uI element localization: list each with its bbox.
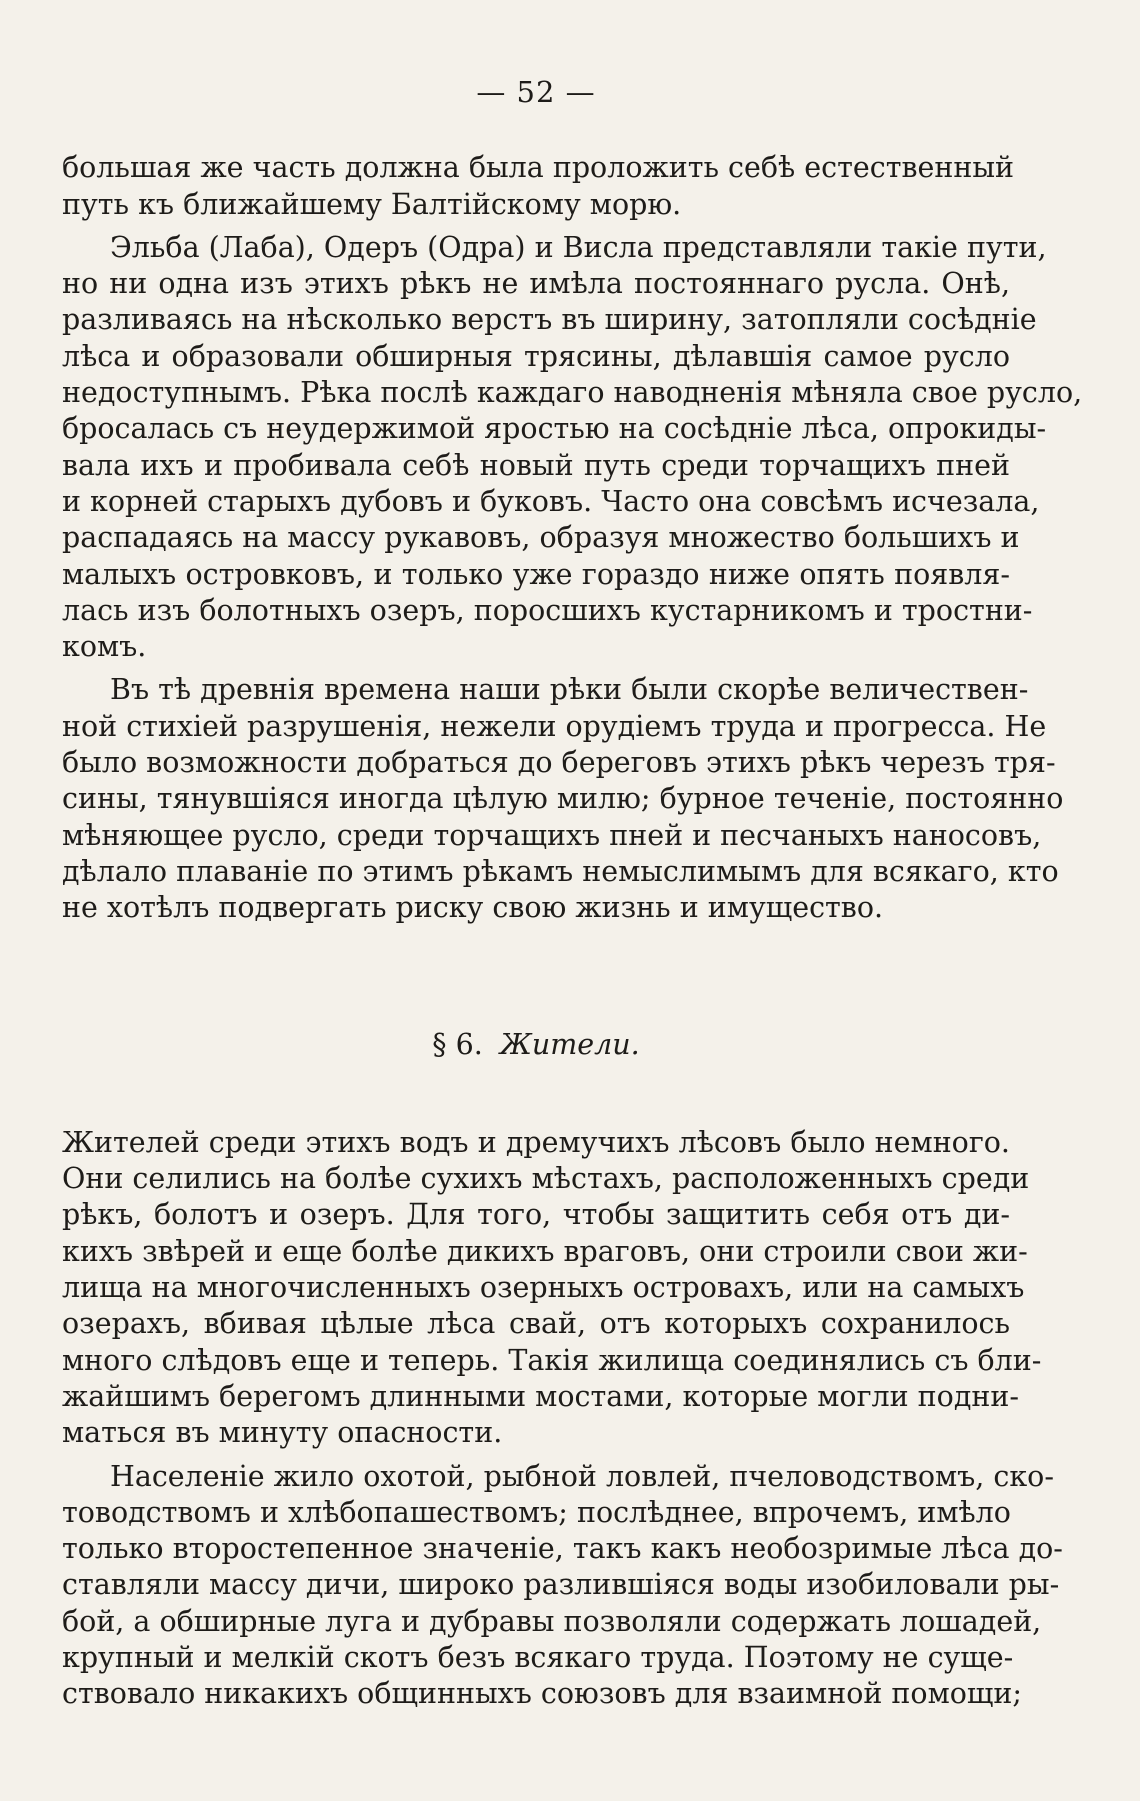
text-line: путь къ ближайшему Балтійскому морю. xyxy=(62,187,682,221)
text-line: комъ. xyxy=(62,630,147,664)
text-line: лась изъ болотныхъ озеръ, поросшихъ кустарникомъ и тростни- xyxy=(62,593,1033,627)
text-line: кихъ звѣрей и еще болѣе дикихъ враговъ, они строили свои жи- xyxy=(62,1234,1028,1268)
body-text-top xyxy=(62,150,1083,926)
text-line: сины, тянувшіяся иногда цѣлую милю; бурное теченіе, постоянно xyxy=(62,782,1064,816)
text-line: но ни одна изъ этихъ рѣкъ не имѣла постояннаго русла. Онѣ, xyxy=(62,267,1010,301)
text-line: товодствомъ и хлѣбопашествомъ; послѣднее, впрочемъ, имѣло xyxy=(62,1495,1011,1529)
paragraph xyxy=(62,1459,1063,1713)
text-line: жайшимъ берегомъ длинными мостами, которые могли подни- xyxy=(62,1379,1020,1413)
section-title: Жители. xyxy=(499,1027,640,1061)
text-line: Въ тѣ древнія времена наши рѣки были скорѣе величествен- xyxy=(110,673,1029,707)
text-line: бросалась съ неудержимой яростью на сосѣдніе лѣса, опрокиды- xyxy=(62,412,1047,446)
text-line: ставляли массу дичи, широко разлившіяся воды изобиловали ры- xyxy=(62,1568,1060,1602)
text-line: лища на многочисленныхъ озерныхъ островахъ, или на самыхъ xyxy=(62,1271,1025,1305)
text-line: разливаясь на нѣсколько верстъ въ ширину, затопляли сосѣдніе xyxy=(62,303,1037,337)
text-line: распадаясь на массу рукавовъ, образуя множество большихъ и xyxy=(62,521,1020,555)
text-line: было возможности добраться до береговъ этихъ рѣкъ черезъ тря- xyxy=(62,746,1056,780)
paragraph xyxy=(62,672,1064,926)
page-number: — 52 — xyxy=(476,75,596,109)
text-line: малыхъ островковъ, и только уже гораздо ниже опять появля- xyxy=(62,557,1010,591)
text-line: большая же часть должна была проложить себѣ естественный xyxy=(62,151,1015,185)
text-line: ной стихіей разрушенія, нежели орудіемъ труда и прогресса. Не xyxy=(62,709,1047,743)
text-line: крупный и мелкій скотъ безъ всякаго труда. Поэтому не суще- xyxy=(62,1640,1014,1674)
text-line: ствовало никакихъ общинныхъ союзовъ для взаимной помощи; xyxy=(62,1677,1022,1711)
text-line: лѣса и образовали обширныя трясины, дѣлавшія самое русло xyxy=(62,339,1010,373)
text-line: озерахъ, вбивая цѣлые лѣса свай, отъ которыхъ сохранилось xyxy=(62,1307,1010,1341)
body-text-section xyxy=(62,1125,1063,1713)
text-line: только второстепенное значеніе, такъ какъ необозримые лѣса до- xyxy=(62,1532,1063,1566)
text-line: недоступнымъ. Рѣка послѣ каждаго наводненія мѣняла свое русло, xyxy=(62,376,1083,410)
book-page xyxy=(62,74,1083,1720)
section-number: § 6. xyxy=(432,1027,483,1061)
paragraph xyxy=(62,1125,1042,1452)
text-line: бой, а обширные луга и дубравы позволяли содержать лошадей, xyxy=(62,1604,1042,1638)
text-line: Жителей среди этихъ водъ и дремучихъ лѣсовъ было немного. xyxy=(62,1125,1010,1159)
text-line: Они селились на болѣе сухихъ мѣстахъ, расположенныхъ среди xyxy=(62,1162,1030,1196)
paragraph xyxy=(62,150,1015,223)
text-line: и корней старыхъ дубовъ и буковъ. Часто она совсѣмъ исчезала, xyxy=(62,484,1040,518)
text-line: вала ихъ и пробивала себѣ новый путь среди торчащихъ пней xyxy=(62,448,1010,482)
text-line: маться въ минуту опасности. xyxy=(62,1416,503,1450)
text-line: мѣняющее русло, среди торчащихъ пней и песчаныхъ наносовъ, xyxy=(62,818,1042,852)
section-heading xyxy=(62,1027,1010,1063)
text-line: Эльба (Лаба), Одеръ (Одра) и Висла представляли такіе пути, xyxy=(110,230,1047,264)
text-line: не хотѣлъ подвергать риску свою жизнь и имущество. xyxy=(62,891,884,925)
text-line: много слѣдовъ еще и теперь. Такія жилища соединялись съ бли- xyxy=(62,1343,1042,1377)
paragraph xyxy=(62,230,1083,666)
text-line: Населеніе жило охотой, рыбной ловлей, пчеловодствомъ, ско- xyxy=(110,1459,1054,1493)
text-line: дѣлало плаваніе по этимъ рѣкамъ немыслимымъ для всякаго, кто xyxy=(62,854,1059,888)
text-line: рѣкъ, болотъ и озеръ. Для того, чтобы защитить себя отъ ди- xyxy=(62,1198,1010,1232)
